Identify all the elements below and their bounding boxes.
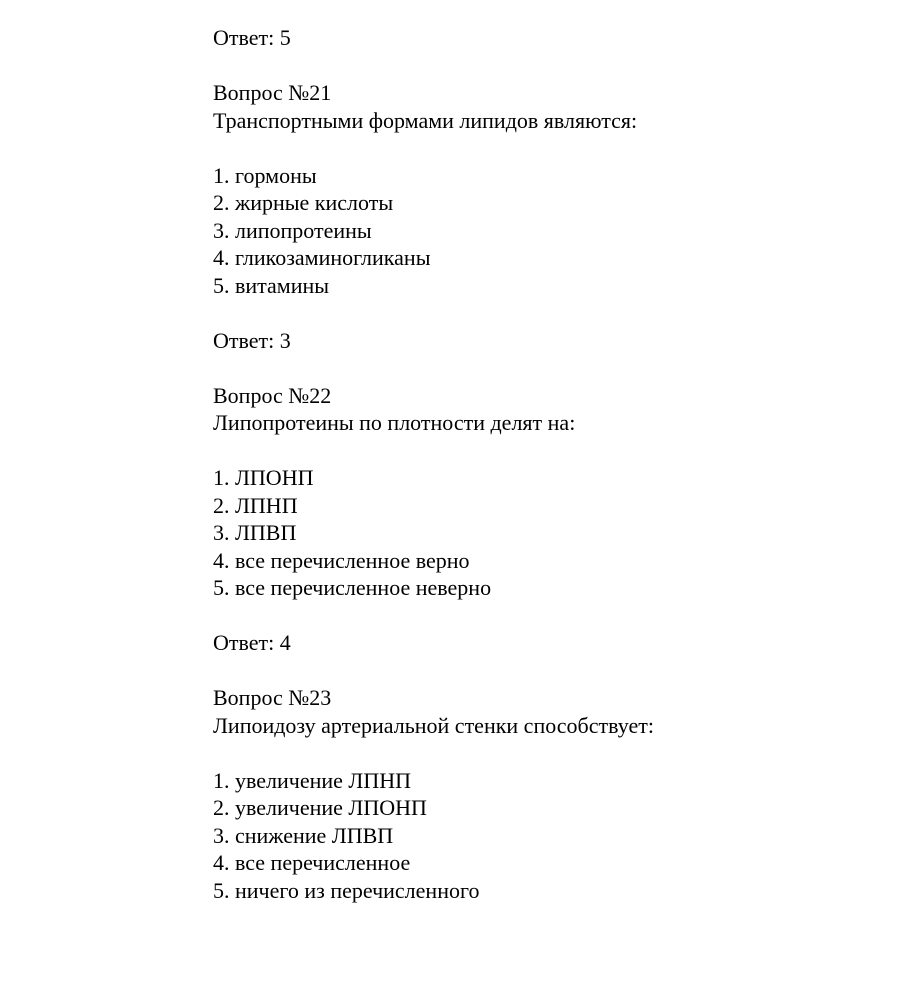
spacer bbox=[213, 354, 873, 382]
question-block-22 bbox=[213, 382, 873, 685]
answer-option: 2. увеличение ЛПОНП bbox=[213, 795, 427, 820]
answer-option: 3. липопротеины bbox=[213, 217, 372, 243]
question-block-21 bbox=[213, 79, 873, 382]
answer-option: 4. все перечисленное верно bbox=[213, 547, 470, 573]
question-heading: Вопрос №21 bbox=[213, 80, 332, 105]
answer-option: 5. витамины bbox=[213, 272, 330, 298]
spacer bbox=[213, 602, 873, 630]
spacer bbox=[213, 739, 873, 767]
spacer bbox=[213, 134, 873, 162]
question-heading: Вопрос №22 bbox=[213, 382, 332, 408]
answer-option: 4. гликозаминогликаны bbox=[213, 245, 431, 270]
question-block-23 bbox=[213, 684, 873, 904]
question-prompt: Транспортными формами липидов являются: bbox=[213, 107, 638, 133]
correct-answer: Ответ: 3 bbox=[213, 327, 291, 353]
correct-answer: Ответ: 4 bbox=[213, 630, 291, 655]
answer-option: 2. ЛПНП bbox=[213, 492, 298, 518]
answer-option: 1. ЛПОНП bbox=[213, 465, 314, 490]
answer-option: 5. все перечисленное неверно bbox=[213, 575, 492, 600]
answer-option: 3. снижение ЛПВП bbox=[213, 822, 394, 848]
spacer bbox=[213, 437, 873, 465]
question-heading: Вопрос №23 bbox=[213, 685, 332, 710]
answer-option: 2. жирные кислоты bbox=[213, 190, 394, 215]
answer-option: 1. гормоны bbox=[213, 162, 317, 188]
question-prompt: Липоидозу артериальной стенки способствует: bbox=[213, 712, 654, 738]
question-prompt: Липопротеины по плотности делят на: bbox=[213, 410, 576, 435]
spacer bbox=[213, 299, 873, 327]
previous-answer: Ответ: 5 bbox=[213, 25, 291, 50]
spacer bbox=[213, 52, 873, 80]
spacer bbox=[213, 657, 873, 685]
answer-option: 1. увеличение ЛПНП bbox=[213, 767, 411, 793]
answer-option: 5. ничего из перечисленного bbox=[213, 877, 480, 903]
document-content bbox=[213, 24, 873, 904]
answer-option: 3. ЛПВП bbox=[213, 520, 297, 545]
answer-option: 4. все перечисленное bbox=[213, 850, 411, 875]
